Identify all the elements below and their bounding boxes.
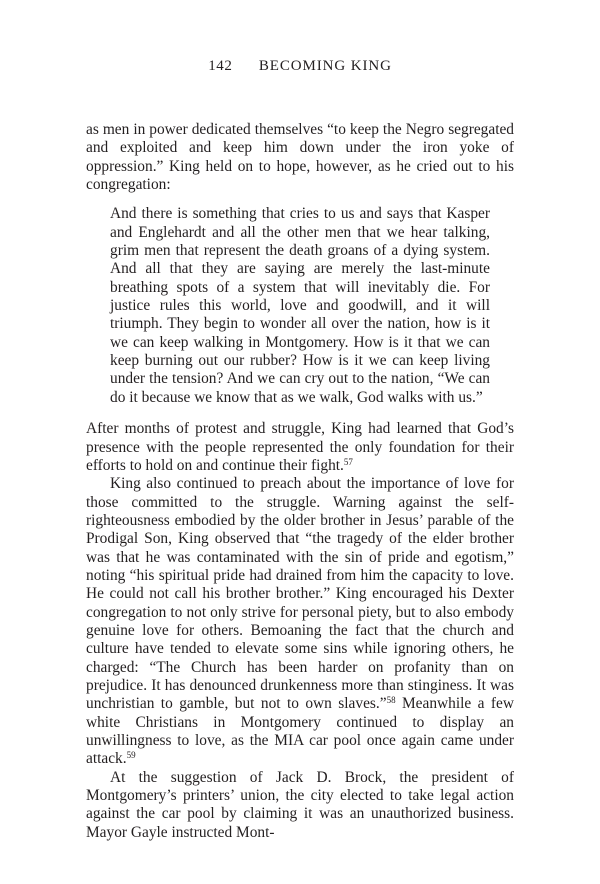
paragraph-legal-action: At the suggestion of Jack D. Brock, the president of Montgomery’s printers’ union, the city elected to take legal action against the car pool by claiming it was an unauthorized business. Mayor Gayle instructed Mont- xyxy=(86,768,514,841)
paragraph-text: After months of protest and struggle, King had learned that God’s presence with the people represented the only foundation for their efforts to hold on and continue their fight. xyxy=(86,420,514,474)
paragraph-text: King also continued to preach about the importance of love for those committed to the struggle. Warning against the self-righteousness embodied by the older brother in Jesus’ parable of the Prodigal Son, King observed that “the tragedy of the elder brother was that he was contaminated with the sin of pride and egotism,” noting “his spiritual pride had drained from him the capacity to love. He could not call his brother brother.” King encouraged his Dexter congregation to not only strive for personal piety, but to also embody genuine love for others. Bemoaning the fact that the church and culture have tended to elevate some sins while ignoring others, he charged: “The Church has been harder on profanity than on prejudice. It has denounced drunkenness more than stinginess. It was unchristian to gamble, but not to own slaves.” xyxy=(86,475,514,713)
paragraph-gods-presence xyxy=(86,420,514,475)
paragraph-love xyxy=(86,475,514,769)
block-quote xyxy=(110,205,490,407)
block-quote-text: And there is something that cries to us and says that Kasper and Englehardt and all the other men that we hear talking, grim men that represent the death groans of a dying system. And all that they are saying are merely the last-minute breathing spots of a system that will inevitably die. For justice rules this world, love and goodwill, and it will triumph. They begin to wonder all over the nation, how is it we can keep walking in Montgomery. How is it that we can keep burning out our rubber? How is it we can keep living under the tension? And we can cry out to the nation, “We can do it because we know that as we walk, God walks with us.” xyxy=(110,205,490,406)
footnote-marker[interactable]: 58 xyxy=(386,695,396,706)
page-number: 142 xyxy=(208,58,233,74)
running-head xyxy=(0,56,600,76)
book-title: BECOMING KING xyxy=(258,58,392,74)
page-body xyxy=(86,121,514,842)
footnote-marker[interactable]: 59 xyxy=(126,750,136,761)
paragraph-continued: as men in power dedicated themselves “to keep the Negro segregated and exploited and keep him down under the iron yoke of oppression.” King held on to hope, however, as he cried out to his congregation: xyxy=(86,121,514,194)
footnote-marker[interactable]: 57 xyxy=(343,456,353,467)
paragraph-text: Meanwhile a few white Christians in Montgomery continued to display an unwillingness to love, as the MIA car pool once again came under attack. xyxy=(86,695,514,768)
